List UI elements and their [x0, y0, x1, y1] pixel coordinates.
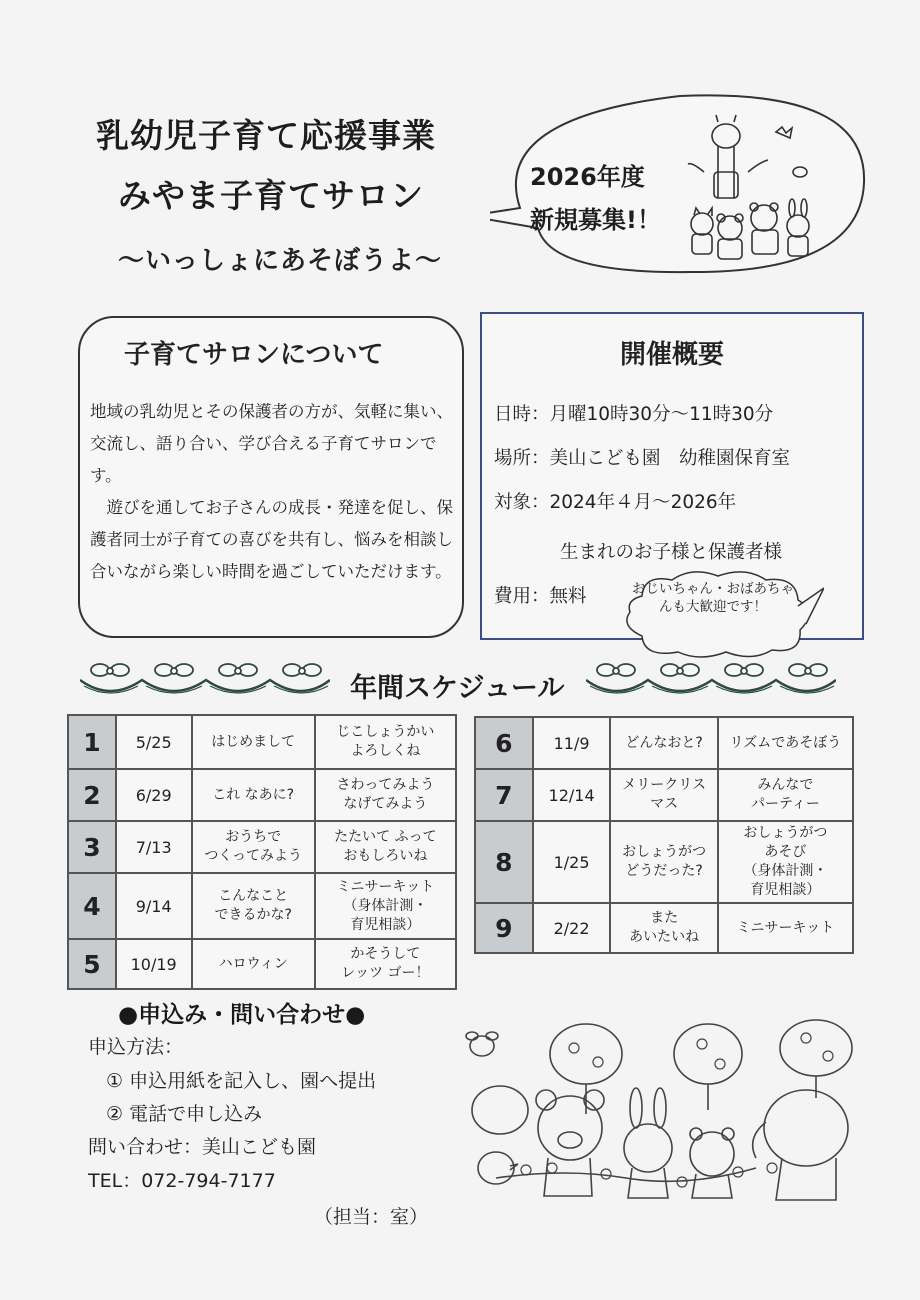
- apply-method-1: ① 申込用紙を記入し、園へ提出: [106, 1070, 377, 1092]
- session-number: 4: [68, 873, 116, 939]
- staff-in-charge: （担当：室）: [314, 1206, 429, 1228]
- session-title: メリークリス マス: [610, 769, 717, 821]
- session-title: これ なあに?: [192, 769, 315, 821]
- session-date: 11/9: [533, 717, 611, 769]
- session-content: ミニサーキット （身体計測・ 育児相談）: [315, 873, 456, 939]
- session-date: 12/14: [533, 769, 611, 821]
- apply-method-label: 申込方法：: [88, 1036, 184, 1058]
- about-paragraph-2: 遊びを通してお子さんの成長・発達を促し、保護者同士が子育ての喜びを共有し、悩みを相談し合いながら楽しい時間を過ごしていただけます。: [90, 498, 453, 581]
- schedule-row: [475, 717, 853, 769]
- animals-with-trees-illustration: [456, 1018, 866, 1208]
- apply-method-2: ② 電話で申し込み: [106, 1103, 263, 1125]
- schedule-table-right: [474, 716, 854, 954]
- salon-name: みやま子育てサロン: [118, 176, 424, 215]
- about-heading: 子育てサロンについて: [124, 340, 384, 370]
- overview-datetime: 日時：月曜10時30分～11時30分: [494, 404, 774, 425]
- session-date: 9/14: [116, 873, 192, 939]
- session-content: たたいて ふって おもしろいね: [315, 821, 456, 873]
- overview-place: 場所：美山こども園 幼稚園保育室: [494, 448, 791, 469]
- session-title: おしょうがつ どうだった?: [610, 821, 717, 903]
- session-date: 1/25: [533, 821, 611, 903]
- session-date: 5/25: [116, 715, 192, 769]
- schedule-row: [68, 939, 456, 989]
- session-date: 10/19: [116, 939, 192, 989]
- session-content: みんなで パーティー: [718, 769, 853, 821]
- session-content: さわってみよう なげてみよう: [315, 769, 456, 821]
- overview-fee: 費用：無料: [494, 586, 587, 607]
- schedule-table-left: [67, 714, 457, 990]
- session-content: おしょうがつ あそび （身体計測・ 育児相談）: [718, 821, 853, 903]
- session-content: ミニサーキット: [718, 903, 853, 953]
- session-number: 1: [68, 715, 116, 769]
- inquiry-contact: 問い合わせ：美山こども園: [88, 1136, 317, 1158]
- session-number: 9: [475, 903, 533, 953]
- recruit-text: 新規募集!！: [530, 206, 661, 234]
- session-content: リズムであそぼう: [718, 717, 853, 769]
- session-title: はじめまして: [192, 715, 315, 769]
- schedule-row: [475, 821, 853, 903]
- session-number: 2: [68, 769, 116, 821]
- overview-note: おじいちゃん・おばあちゃんも大歓迎です！: [632, 581, 794, 615]
- overview-heading: 開催概要: [619, 340, 724, 370]
- telephone-number: TEL：072-794-7177: [88, 1170, 276, 1192]
- page-title: 乳幼児子育て応援事業: [96, 116, 436, 155]
- ribbon-garland-icon: [586, 656, 836, 700]
- schedule-title: 年間スケジュール: [350, 673, 565, 704]
- session-date: 6/29: [116, 769, 192, 821]
- session-content: じこしょうかい よろしくね: [315, 715, 456, 769]
- session-date: 7/13: [116, 821, 192, 873]
- session-title: おうちで つくってみよう: [192, 821, 315, 873]
- session-number: 3: [68, 821, 116, 873]
- session-number: 8: [475, 821, 533, 903]
- ribbon-garland-icon: [80, 656, 330, 700]
- schedule-row: [475, 769, 853, 821]
- session-number: 7: [475, 769, 533, 821]
- session-title: どんなおと?: [610, 717, 717, 769]
- overview-target: 対象：2024年４月～2026年: [494, 492, 737, 513]
- contact-heading: ●申込み・問い合わせ●: [118, 1002, 366, 1028]
- session-content: かそうして レッツ ゴー！: [315, 939, 456, 989]
- schedule-row: [68, 769, 456, 821]
- recruit-year: 2026年度: [530, 163, 645, 191]
- schedule-row: [68, 821, 456, 873]
- overview-target-cont: 生まれのお子様と保護者様: [560, 542, 783, 563]
- schedule-row: [475, 903, 853, 953]
- animals-illustration: [684, 112, 824, 262]
- session-number: 5: [68, 939, 116, 989]
- session-date: 2/22: [533, 903, 611, 953]
- about-salon-box: [78, 316, 464, 638]
- schedule-row: [68, 873, 456, 939]
- page-subtitle: ～いっしょにあそぼうよ～: [118, 246, 443, 276]
- schedule-row: [68, 715, 456, 769]
- session-title: ハロウィン: [192, 939, 315, 989]
- about-body: [90, 396, 456, 588]
- about-paragraph-1: 地域の乳幼児とその保護者の方が、気軽に集い、交流し、語り合い、学び合える子育てサロンです。: [90, 402, 453, 485]
- session-title: こんなこと できるかな?: [192, 873, 315, 939]
- session-title: また あいたいね: [610, 903, 717, 953]
- session-number: 6: [475, 717, 533, 769]
